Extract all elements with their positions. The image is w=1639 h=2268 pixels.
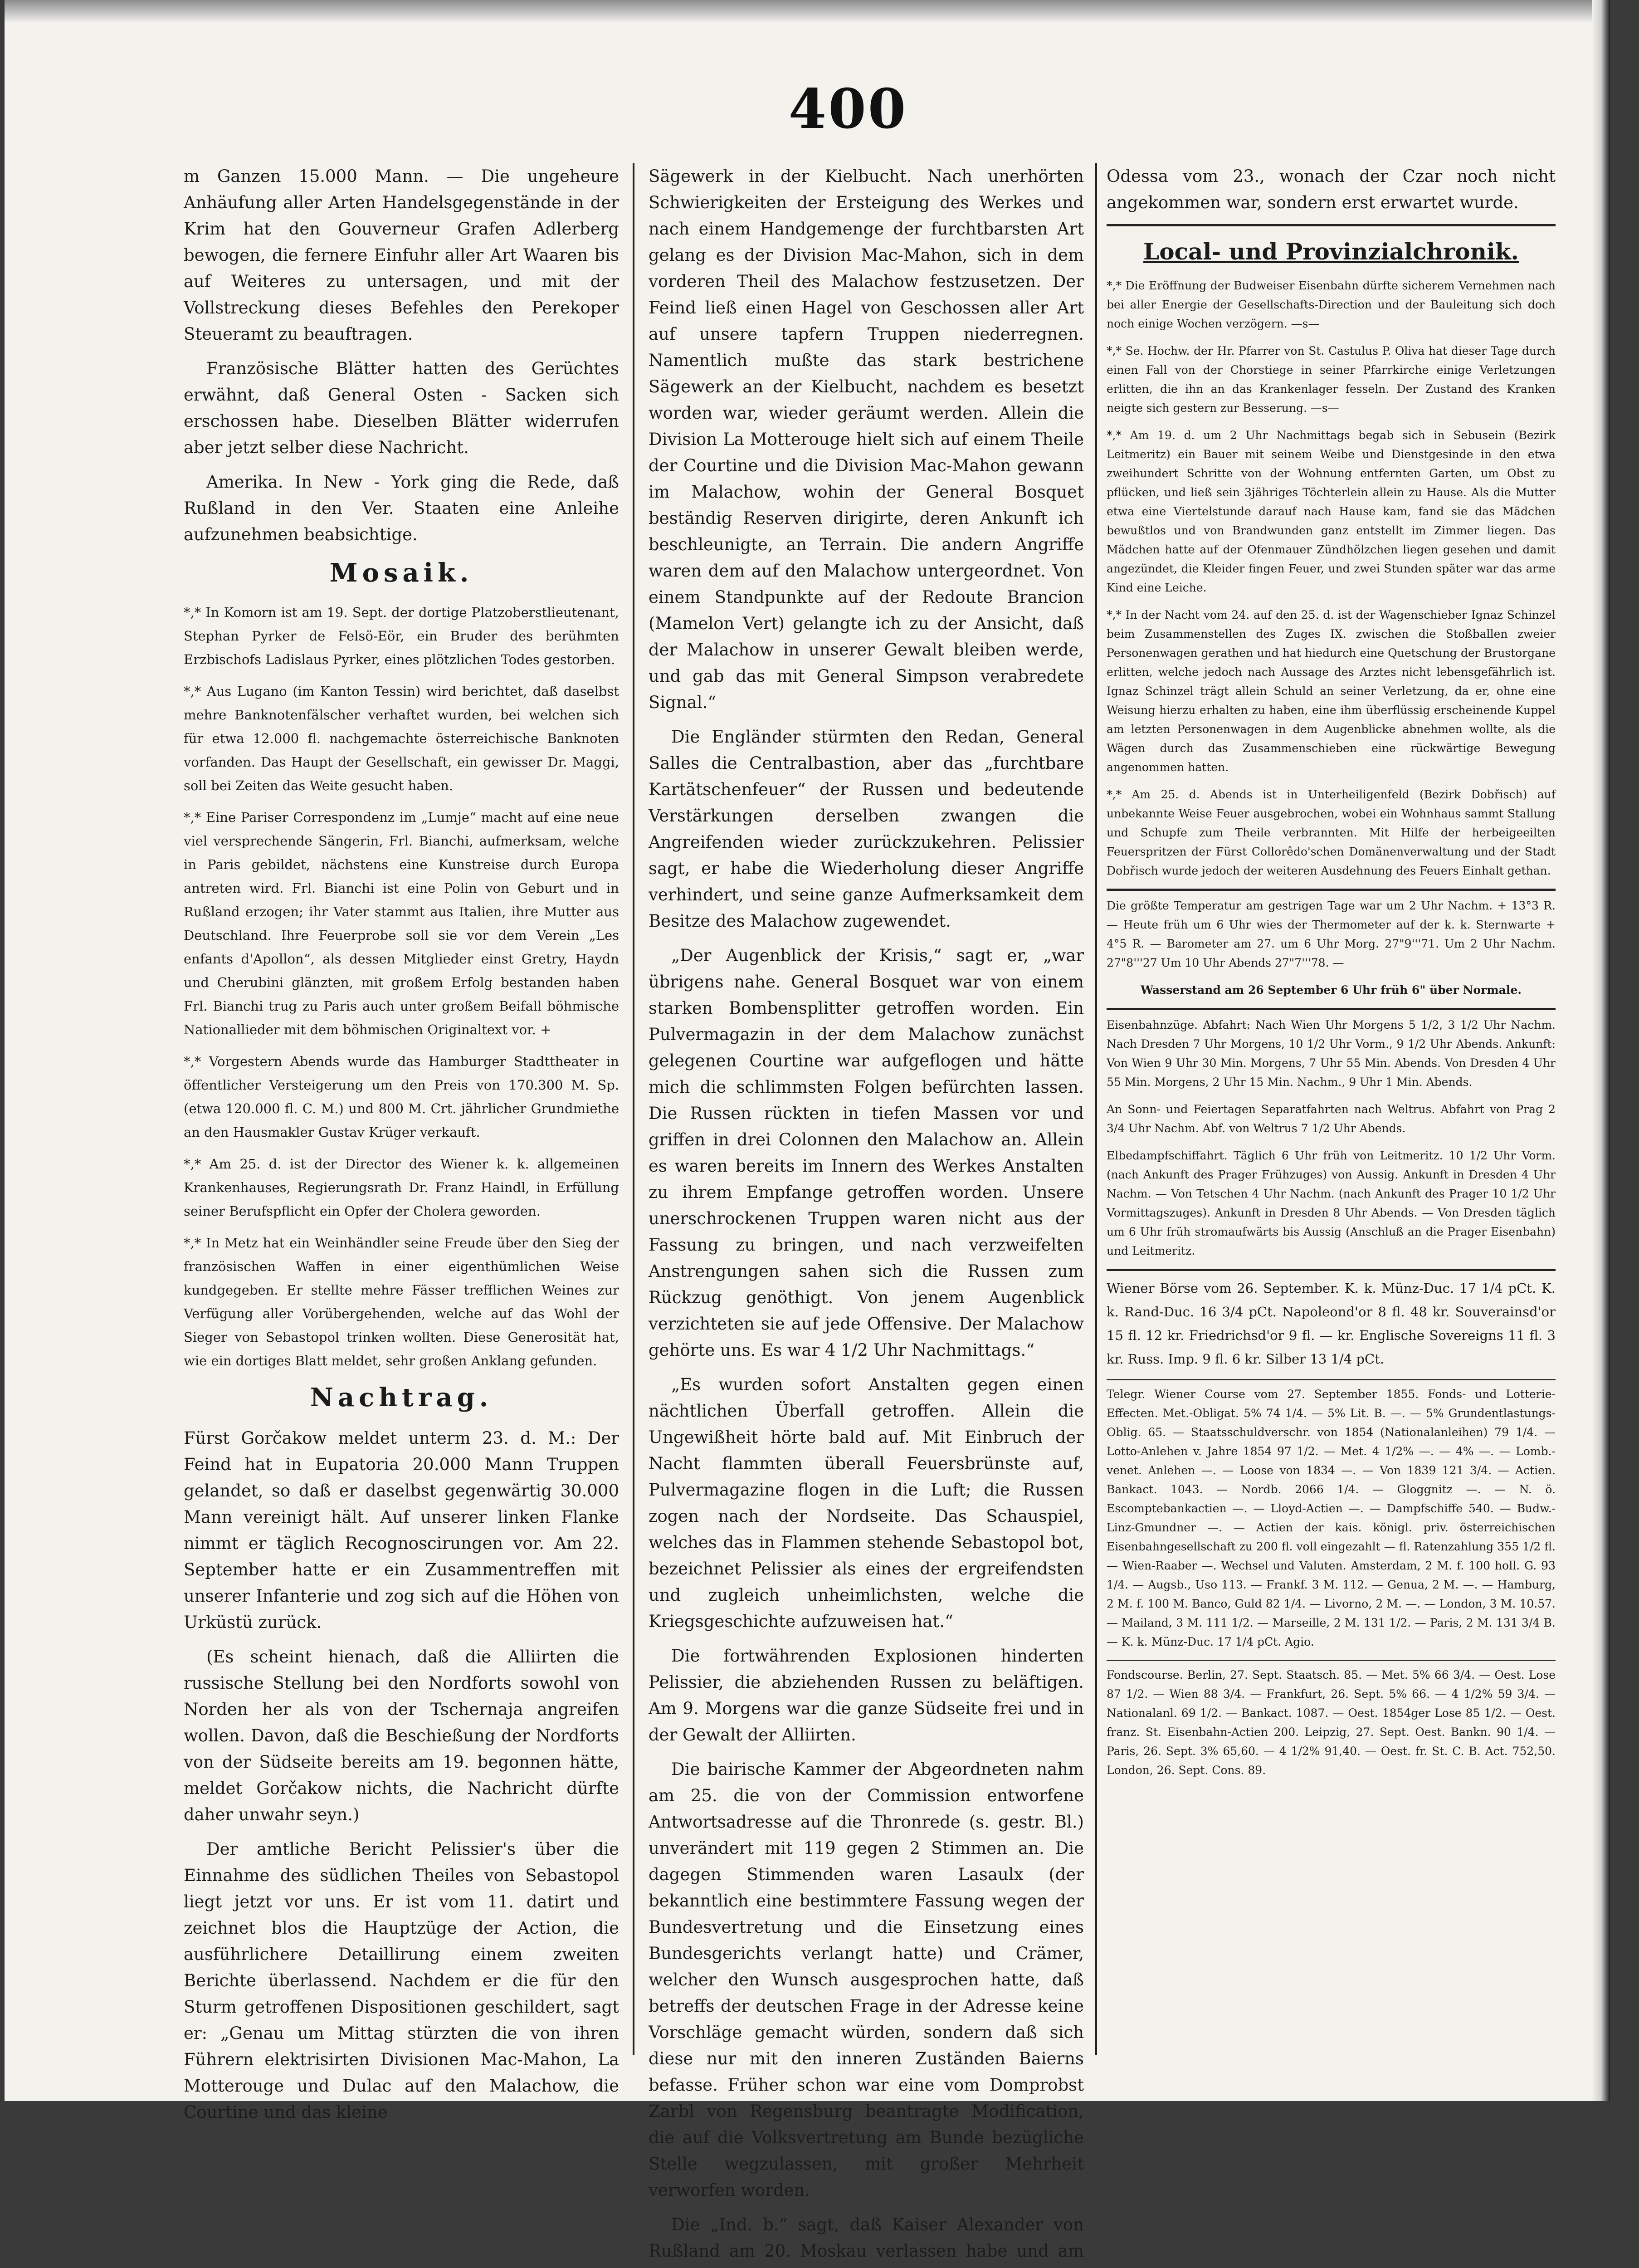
mosaik-item: *,* Am 25. d. ist der Director des Wiener k. k. allgemeinen Krankenhauses, Regierungsrath Dr. Franz Haindl, in Erfüllung seiner Berufspflicht ein Opfer der Cholera geworden.: [184, 1156, 619, 1219]
mosaik-item: *,* In Metz hat ein Weinhändler seine Freude über den Sieg der französischen Waffen in einer eigenthümlichen Weise kundgegeben. Er stellte mehre Fässer trefflichen Weines zur Verfügung aller Vorübergehenden, welche auf das Wohl der Sieger von Sebastopol trinken wollten. Diese Generosität hat, wie ein dortiges Blatt meldet, sehr großen Anklang gefunden.: [184, 1235, 619, 1369]
article-text: Die bairische Kammer der Abgeordneten nahm am 25. die von der Commission entworfene Antwortsadresse auf die Thronrede (s. gestr. Bl.) unverändert mit 119 gegen 2 Stimmen an. Die dagegen Stimmenden waren Lasaulx (der bekanntlich eine bestimmtere Fassung wegen der Bundesvertretung und die Einsetzung eines Bundesgerichts verlangt hatte) und Crämer, welcher den Wunsch ausgesprochen hatte, daß betreffs der deutschen Frage in der Adresse keine Vorschläge gemacht würden, sondern daß sich diese nur mit den inneren Zuständen Baierns befasse. Früher schon war eine vom Domprobst Zarbl von Regensburg beantragte Modification, die auf die Volksvertretung am Bunde bezügliche Stelle wegzulassen, mit großer Mehrheit verworfen worden.: [649, 1760, 1084, 2200]
article-text: Fürst Gorčakow meldet unterm 23. d. M.: Der Feind hat in Eupatoria 20.000 Mann Truppen gelandet, so daß er daselbst gegenwärtig 30.000 Mann vereinigt hält. Auf unserer linken Flanke nimmt er täglich Recognoscirungen vor. Am 22. September hatte er ein Zusammentreffen mit unserer Infanterie und zog sich auf die Höhen von Urküstü zurück.: [184, 1428, 619, 1632]
article-text: „Der Augenblick der Krisis,“ sagt er, „war übrigens nahe. General Bosquet war von einem starken Bombensplitter getroffen worden. Ein Pulvermagazin in der dem Malachow zunächst gelegenen Courtine war aufgeflogen und hätte mich die schlimmsten Folgen befürchten lassen. Die Russen rückten in tiefen Massen vor und griffen in drei Colonnen den Malachow an. Allein es waren bereits im Innern des Werkes Anstalten zu ihrem Empfange getroffen worden. Unsere unerschrockenen Truppen waren nicht aus der Fassung zu bringen, und nach verzweifelten Anstrengungen sahen sich die Russen zum Rückzug genöthigt. Von jenem Augenblick verzichteten sie auf jede Offensive. Der Malachow gehörte uns. Es war 4 1/2 Uhr Nachmittags.“: [649, 946, 1084, 1360]
scan-right-edge: [1592, 0, 1610, 2101]
chronicle-item: *,* In der Nacht vom 24. auf den 25. d. ist der Wagenschieber Ignaz Schinzel beim Zusammenstellen des Zuges IX. zwischen die Stoßballen zweier Personenwagen gerathen und hat hiedurch eine Quetschung der Brustorgane erlitten, welche jedoch nach Aussage des Arztes nicht lebensgefährlich ist. Ignaz Schinzel trägt allein Schuld an seiner Verletzung, da er, ohne eine Weisung hierzu erhalten zu haben, eine ihm überflüssig erscheinende Kuppel am letzten Personenwagen in dem Augenblicke abnehmen wollte, als die Wägen durch das Zusammenschieben eine rückwärtige Bewegung angenommen hatten.: [1107, 608, 1556, 774]
railway-timetable: Eisenbahnzüge. Abfahrt: Nach Wien Uhr Morgens 5 1/2, 3 1/2 Uhr Nachm. Nach Dresden 7 Uhr Morgens, 10 1/2 Uhr Vorm., 9 1/2 Uhr Abends. Ankunft: Von Wien 9 Uhr 30 Min. Morgens, 7 Uhr 55 Min. Abends. Von Dresden 4 Uhr 55 Min. Morgens, 2 Uhr 15 Min. Nachm., 9 Uhr 1 Min. Abends.: [1107, 1018, 1556, 1089]
column-rule-left: [633, 163, 634, 2055]
chronicle-item: *,* Am 25. d. Abends ist in Unterheiligenfeld (Bezirk Dobřisch) auf unbekannte Weise Feuer ausgebrochen, wobei ein Wohnhaus sammt Stallung und Schupfe zum Theile verbrannten. Mit Hilfe der herbeigeeilten Feuerspritzen der Fürst Collorêdo'schen Domänenverwaltung und der Stadt Dobřisch wurde jedoch der weiteren Ausdehnung des Feuers Einhalt gethan.: [1107, 788, 1556, 877]
article-text: (Es scheint hienach, daß die Alliirten die russische Stellung bei den Nordforts sowohl von Norden her als von der Tschernaja angreifen wollen. Davon, daß die Beschießung der Nordforts von der Südseite bereits am 19. begonnen hätte, meldet Gorčakow nichts, die Nachricht dürfte daher unwahr seyn.): [184, 1647, 619, 1824]
divider: [1107, 1660, 1556, 1661]
divider: [1107, 889, 1556, 891]
article-text: Odessa vom 23., wonach der Czar noch nicht angekommen war, sondern erst erwartet wurde.: [1107, 166, 1556, 212]
article-text: Französische Blätter hatten des Gerüchtes erwähnt, daß General Osten - Sacken sich erschossen habe. Dieselben Blätter widerrufen aber jetzt selber diese Nachricht.: [184, 359, 619, 457]
section-heading-nachtrag: Nachtrag.: [310, 1383, 493, 1413]
vienna-exchange-rates: Telegr. Wiener Course vom 27. September 1855. Fonds- und Lotterie-Effecten. Met.-Obligat. 5% 74 1/4. — 5% Lit. B. —. — 5% Grundentlastungs-Oblig. 65. — Staatsschuldverschr. von 1854 (Nationalanleihen) 79 1/4. — Lotto-Anlehen v. Jahre 1854 97 1/2. — Met. 4 1/2% —. — 4% —. — Lomb.-venet. Anlehen —. — Loose von 1834 —. — Von 1839 121 3/4. — Actien. Bankact. 1043. — Nordb. 2066 1/4. — Gloggnitz —. — N. ö. Escomptebankactien —. — Lloyd-Actien —. — Dampfschiffe 540. — Budw.-Linz-Gmundner —. — Actien der kais. königl. priv. österreichischen Eisenbahngesellschaft zu 200 fl. voll eingezahlt — fl. Ratenzahlung 355 1/2 fl. — Wien-Raaber —. Wechsel und Valuten. Amsterdam, 2 M. f. 100 holl. G. 93 1/4. — Augsb., Uso 113. — Frankf. 3 M. 112. — Genua, 2 M. —. — Hamburg, 2 M. f. 100 M. Banco, Guld 82 1/4. — Livorno, 2 M. —. — London, 3 M. 10.57. — Mailand, 3 M. 111 1/2. — Marseille, 2 M. 131 1/2. — Paris, 2 M. 131 3/4 B. — K. k. Münz-Duc. 17 1/4 pCt. Agio.: [1107, 1388, 1556, 1648]
vienna-stock-exchange: Wiener Börse vom 26. September. K. k. Münz-Duc. 17 1/4 pCt. K. k. Rand-Duc. 16 3/4 pCt. Napoleond'or 8 fl. 48 kr. Souverainsd'or 15 fl. 12 kr. Friedrichsd'or 9 fl. — kr. Englische Sovereigns 11 fl. 3 kr. Russ. Imp. 9 fl. 6 kr. Silber 13 1/4 pCt.: [1107, 1281, 1556, 1367]
section-heading-mosaik: Mosaik.: [329, 558, 473, 588]
section-heading-local-chronicle: Local- und Provinzialchronik.: [1143, 238, 1519, 265]
scan-top-edge: [5, 0, 1610, 23]
divider: [1107, 1008, 1556, 1010]
newspaper-page: [5, 0, 1610, 2261]
chronicle-item: *,* Se. Hochw. der Hr. Pfarrer von St. Castulus P. Oliva hat dieser Tage durch einen Fall von der Chorstiege in seiner Pfarrkirche einige Verletzungen erlitten, die ihn an das Krankenlager fesseln. Der Zustand des Kranken neigte sich gestern zur Besserung. —s—: [1107, 344, 1556, 415]
water-level: Wasserstand am 26 September 6 Uhr früh 6" über Normale.: [1141, 983, 1522, 997]
column-2: [649, 163, 1084, 2261]
article-text: Die „Ind. b.“ sagt, daß Kaiser Alexander von Rußland am 20. Moskau verlassen habe und am: [649, 2215, 1084, 2261]
weather-report: Die größte Temperatur am gestrigen Tage war um 2 Uhr Nachm. + 13°3 R. — Heute früh um 6 Uhr wies der Thermometer auf der k. k. Sternwarte + 4°5 R. — Barometer am 27. um 6 Uhr Morg. 27"9'''71. Um 2 Uhr Nachm. 27"8'''27 Um 10 Uhr Abends 27"7'''78. —: [1107, 899, 1556, 969]
page-number: 400: [788, 77, 908, 141]
chronicle-item: *,* Am 19. d. um 2 Uhr Nachmittags begab sich in Sebusein (Bezirk Leitmeritz) ein Bauer mit seinem Weibe und Dienstgesinde in den etwa zweihundert Schritte von der Wohnung entfernten Garten, um Obst zu pflücken, und ließ sein 3jähriges Töchterlein allein zu Hause. Als die Mutter etwa eine Viertelstunde darauf nach Hause kam, fand sie das Mädchen bewußtlos und von Brandwunden ganz entstellt im Zimmer liegen. Das Mädchen hatte auf der Ofenmauer Zündhölzchen liegen gesehen und damit angezündet, die Kleider fingen Feuer, und zwei Stunden später war das arme Kind eine Leiche.: [1107, 429, 1556, 594]
fund-rates: Fondscourse. Berlin, 27. Sept. Staatsch. 85. — Met. 5% 66 3/4. — Oest. Lose 87 1/2. — Wien 88 3/4. — Frankfurt, 26. Sept. 5% 66. — 4 1/2% 59 3/4. — Nationalanl. 69 1/2. — Bankact. 1087. — Oest. 1854ger Lose 85 1/2. — Oest. franz. St. Eisenbahn-Actien 200. Leipzig, 27. Sept. Oest. Bankn. 90 1/4. — Paris, 26. Sept. 3% 65,60. — 4 1/2% 91,40. — Oest. fr. St. C. B. Act. 752,50. London, 26. Sept. Cons. 89.: [1107, 1668, 1556, 1777]
column-1: [184, 163, 619, 2122]
article-text: Sägewerk in der Kielbucht. Nach unerhörten Schwierigkeiten der Ersteigung des Werkes und nach einem Handgemenge der furchtbarsten Art gelang es der Division Mac-Mahon, sich in dem vorderen Theil des Malachow festzusetzen. Der Feind ließ einen Hagel von Geschossen aller Art auf unsere tapfern Truppen niederregnen. Namentlich mußte das stark bestrichene Sägewerk an der Kielbucht, nachdem es besetzt worden war, wieder geräumt werden. Allein die Division La Motterouge hielt sich auf einem Theile der Courtine und die Division Mac-Mahon gewann im Malachow, wohin der General Bosquet beständig Reserven dirigirte, deren Ankunft ich beschleunigte, an Terrain. Die andern Angriffe waren dem auf den Malachow untergeordnet. Von einem Standpunkte auf der Redoute Brancion (Mamelon Vert) gelangte ich zu der Ansicht, daß der Malachow in unserer Gewalt bleiben werde, und gab das mit General Simpson verabredete Signal.“: [649, 166, 1084, 712]
railway-special-trips: An Sonn- und Feiertagen Separatfahrten nach Weltrus. Abfahrt von Prag 2 3/4 Uhr Nachm. Abf. von Weltrus 7 1/2 Uhr Abends.: [1107, 1103, 1556, 1135]
mosaik-item: *,* Eine Pariser Correspondenz im „Lumje“ macht auf eine neue viel versprechende Sängerin, Frl. Bianchi, aufmerksam, welche in Paris gebildet, nächstens eine Kunstreise durch Europa antreten wird. Frl. Bianchi ist eine Polin von Geburt und in Rußland erzogen; ihr Vater stammt aus Italien, ihre Mutter aus Deutschland. Ihre Feuerprobe soll sie vor dem Verein „Les enfants d'Apollon“, als dessen Mitglieder einst Gretry, Haydn und Cherubini glänzten, mit großem Erfolg bestanden haben Frl. Bianchi trug zu Paris auch unter großem Beifall böhmische Nationallieder mit dem böhmischen Originaltext vor. +: [184, 810, 619, 1037]
steamship-timetable: Elbedampfschiffahrt. Täglich 6 Uhr früh von Leitmeritz. 10 1/2 Uhr Vorm. (nach Ankunft des Prager Frühzuges) von Aussig. Ankunft in Dresden 4 Uhr Nachm. — Von Tetschen 4 Uhr Nachm. (nach Ankunft des Prager 10 1/2 Uhr Vormittagszuges). Ankunft in Dresden 8 Uhr Abends. — Von Dresden täglich um 6 Uhr früh stromaufwärts bis Aussig (Anschluß an die Prager Eisenbahn) und Leitmeritz.: [1107, 1149, 1556, 1257]
divider: [1107, 224, 1556, 226]
mosaik-item: *,* In Komorn ist am 19. Sept. der dortige Platzoberstlieutenant, Stephan Pyrker de Felsö-Eör, ein Bruder des berühmten Erzbischofs Ladislaus Pyrker, eines plötzlichen Todes gestorben.: [184, 605, 619, 667]
article-text: Amerika. In New - York ging die Rede, daß Rußland in den Ver. Staaten eine Anleihe aufzunehmen beabsichtige.: [184, 472, 619, 544]
mosaik-item: *,* Aus Lugano (im Kanton Tessin) wird berichtet, daß daselbst mehre Banknotenfälscher verhaftet wurden, bei welchen sich für etwa 12.000 fl. nachgemachte österreichische Banknoten vorfanden. Das Haupt der Gesellschaft, ein gewisser Dr. Maggi, soll bei Zeiten das Weite gesucht haben.: [184, 684, 619, 793]
article-text: Die fortwährenden Explosionen hinderten Pelissier, die abziehenden Russen zu beläftigen. Am 9. Morgens war die ganze Südseite frei und in der Gewalt der Alliirten.: [649, 1646, 1084, 1745]
divider: [1107, 1379, 1556, 1380]
column-3: [1107, 163, 1556, 2055]
article-text: „Es wurden sofort Anstalten gegen einen nächtlichen Überfall getroffen. Allein die Ungewißheit hörte bald auf. Mit Einbruch der Nacht flammten überall Feuersbrünste auf, Pulvermagazine flogen in die Luft; die Russen zogen nach der Nordseite. Das Schauspiel, welches das in Flammen stehende Sebastopol bot, bezeichnet Pelissier als eines der ergreifendsten und zugleich unheimlichsten, welche die Kriegsgeschichte aufzuweisen hat.“: [649, 1375, 1084, 1631]
article-text: Die Engländer stürmten den Redan, General Salles die Centralbastion, aber das „furchtbare Kartätschenfeuer“ der Russen und bedeutende Verstärkungen derselben zwangen die Angreifenden wieder zurückzukehren. Pelissier sagt, er habe die Wiederholung dieser Angriffe verhindert, und seine ganze Aufmerksamkeit dem Besitze des Malachow zugewendet.: [649, 727, 1084, 931]
mosaik-item: *,* Vorgestern Abends wurde das Hamburger Stadttheater in öffentlicher Versteigerung um den Preis von 170.300 M. Sp. (etwa 120.000 fl. C. M.) und 800 M. Crt. jährlicher Grundmiethe an den Hausmakler Gustav Krüger verkauft.: [184, 1054, 619, 1140]
article-text: Der amtliche Bericht Pelissier's über die Einnahme des südlichen Theiles von Sebastopol liegt jetzt vor uns. Er ist vom 11. datirt und zeichnet blos die Hauptzüge der Action, die ausführlichere Detaillirung einem zweiten Berichte überlassend. Nachdem er die für den Sturm getroffenen Dispositionen geschildert, sagt er: „Genau um Mittag stürzten die von ihren Führern elektrisirten Divisionen Mac-Mahon, La Motterouge und Dulac auf den Malachow, die Courtine und das kleine: [184, 1839, 619, 2122]
article-text: m Ganzen 15.000 Mann. — Die ungeheure Anhäufung aller Arten Handelsgegenstände in der Krim hat den Gouverneur Grafen Adlerberg bewogen, die fernere Einfuhr aller Art Waaren bis auf Weiteres zu untersagen, und mit der Vollstreckung dieses Befehles den Perekoper Steueramt zu beauftragen.: [184, 166, 619, 344]
column-rule-right: [1095, 163, 1097, 2055]
chronicle-item: *,* Die Eröffnung der Budweiser Eisenbahn dürfte sicherem Vernehmen nach bei aller Energie der Gesellschafts-Direction und der Bauleitung sich doch noch einige Wochen verzögern. —s—: [1107, 279, 1556, 330]
divider: [1107, 1269, 1556, 1271]
